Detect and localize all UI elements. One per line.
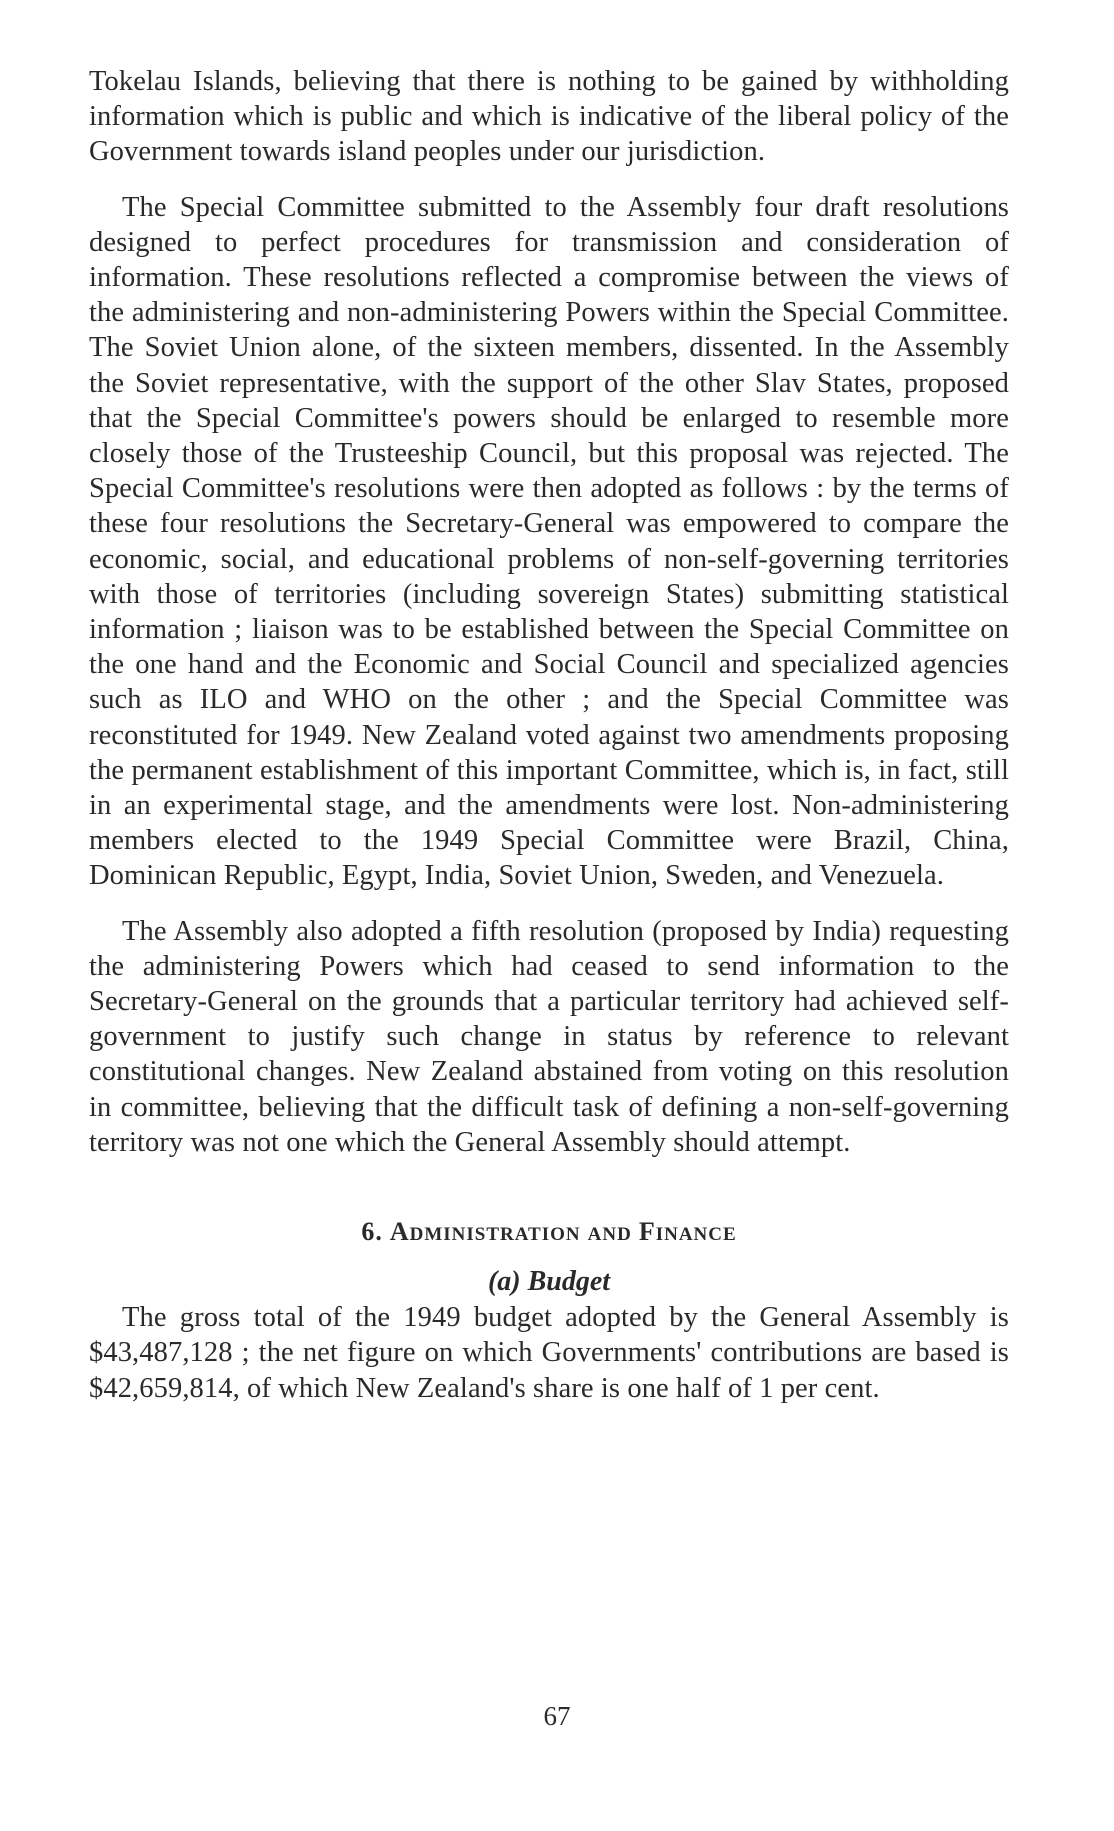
section-heading: [89, 1215, 1009, 1252]
paragraph-special-committee: The Special Committee submitted to the Assembly four draft resolutions designed to perfect procedures for transmission and consideration of information. These resolutions reflected a compromise between the views of the administering and non-administering Powers within the Special Committee. The Soviet Union alone, of the sixteen members, dissented. In the Assembly the Soviet representative, with the support of the other Slav States, proposed that the Special Committee's powers should be enlarged to resemble more closely those of the Trusteeship Council, but this proposal was rejected. The Special Committee's resolutions were then adopted as follows : by the terms of these four resolutions the Secretary-General was empowered to compare the economic, social, and educational problems of non-self-governing territories with those of territories (including sovereign States) submitting statistical information ; liaison was to be established between the Special Committee on the one hand and the Economic and Social Council and specialized agencies such as ILO and WHO on the other ; and the Special Committee was reconstituted for 1949. New Zealand voted against two amendments proposing the permanent establishment of this important Committee, which is, in fact, still in an experimental stage, and the amendments were lost. Non-administering members elected to the 1949 Special Committee were Brazil, China, Dominican Republic, Egypt, India, Soviet Union, Sweden, and Venezuela.: [89, 191, 1009, 892]
paragraph-fifth-resolution: The Assembly also adopted a fifth resolution (proposed by India) requesting the administering Powers which had ceased to send information to the Secretary-General on the grounds that a particular territory had achieved self-government to justify such change in status by reference to relevant constitutional changes. New Zealand abstained from voting on this resolution in committee, believing that the difficult task of defining a non-self-governing territory was not one which the General Assembly should attempt.: [89, 915, 1009, 1158]
section-title-and: AND: [587, 1224, 632, 1246]
section-title-a-rest: DMINISTRATION: [409, 1224, 581, 1246]
paragraph-budget: The gross total of the 1949 budget adopted by the General Assembly is $43,487,128 ; the net figure on which Governments' contributions are based is $42,659,814, of which New Zealand's share is one half of 1 per cent.: [89, 1302, 1009, 1404]
paragraph-tokelau-continued: Tokelau Islands, believing that there is nothing to be gained by withholding information which is public and which is indicative of the liberal policy of the Government towards island peoples under our jurisdiction.: [89, 66, 1009, 168]
section-title-a-first: A: [389, 1217, 410, 1247]
section-number: 6.: [361, 1217, 383, 1247]
subheading-budget: (a) Budget: [487, 1266, 611, 1298]
document-page: [89, 64, 1009, 1406]
section-title-b-rest: INANCE: [655, 1224, 737, 1246]
section-title-b-first: F: [638, 1217, 656, 1247]
page-number: 67: [543, 1701, 571, 1731]
